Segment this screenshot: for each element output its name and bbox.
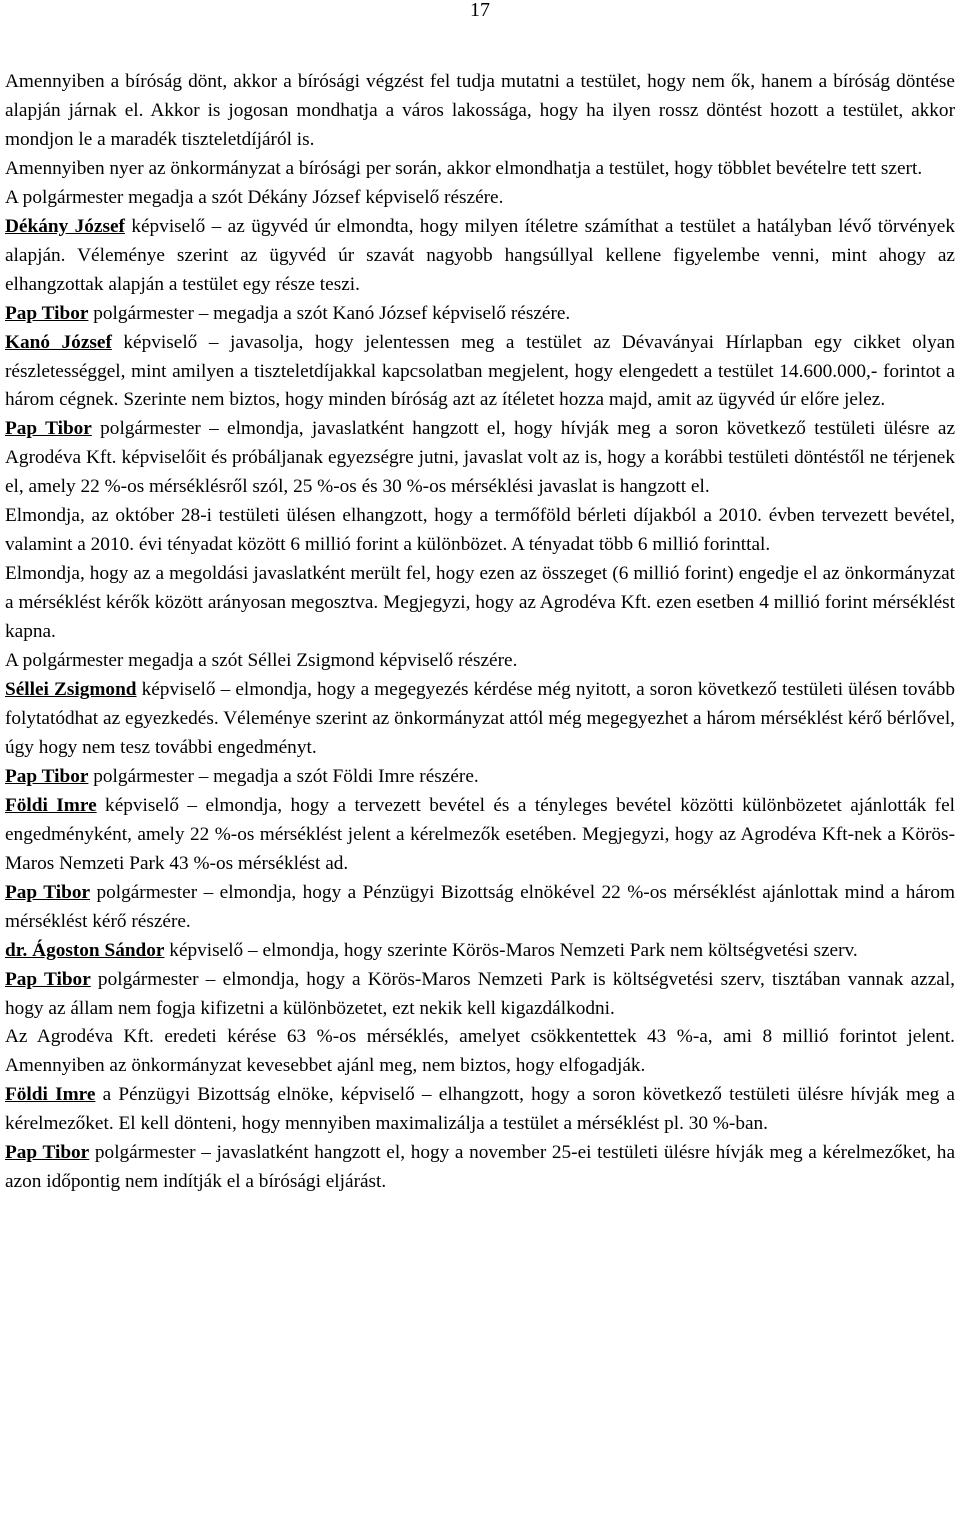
paragraph (5, 792, 955, 879)
paragraph (5, 879, 955, 937)
speaker-name: Pap Tibor (5, 968, 91, 990)
speaker-name: dr. Ágoston Sándor (5, 939, 165, 961)
paragraph (5, 300, 955, 329)
paragraph (5, 966, 955, 1024)
speaker-name: Séllei Zsigmond (5, 679, 137, 701)
paragraph-text: A polgármester megadja a szót Dékány József képviselő részére. (5, 186, 504, 208)
paragraph (5, 560, 955, 647)
paragraph-text: polgármester – elmondja, hogy a Pénzügyi Bizottság elnökével 22 %-os mérséklést ajánlottak mind a három mérséklést kérő részére. (5, 881, 955, 932)
paragraph-text: polgármester – megadja a szót Kanó József képviselő részére. (88, 302, 571, 324)
paragraph-text: polgármester – elmondja, javaslatként hangzott el, hogy hívják meg a soron következő testületi ülésre az Agrodéva Kft. képviselőit és próbáljanak egyezségre jutni, javaslat volt az is, hogy a korábbi testületi döntéstől ne térjenek el, amely 22 %-os mérséklésről szól, 25 %-os és 30 %-os mérséklési javaslat is hangzott el. (5, 418, 956, 498)
paragraph-text: Amennyiben nyer az önkormányzat a bírósági per során, akkor elmondhatja a testület, hogy többlet bevételre tett szert. (5, 157, 923, 179)
speaker-name: Kanó József (5, 331, 112, 353)
paragraph (5, 213, 955, 300)
speaker-name: Pap Tibor (5, 1142, 90, 1164)
paragraph-text: A polgármester megadja a szót Séllei Zsigmond képviselő részére. (5, 650, 518, 672)
paragraph-text: Elmondja, az október 28-i testületi ülésen elhangzott, hogy a termőföld bérleti díjakból a 2010. évben tervezett bevétel, valamint a 2010. évi tényadat között 6 millió forint a különbözet. A tényadat több 6 millió forinttal. (5, 505, 955, 556)
paragraph (5, 1081, 955, 1139)
paragraph (5, 155, 955, 184)
paragraph (5, 329, 955, 416)
paragraph (5, 763, 955, 792)
paragraph (5, 647, 955, 676)
speaker-name: Pap Tibor (5, 418, 92, 440)
document-body (5, 68, 955, 1197)
paragraph-text: képviselő – az ügyvéd úr elmondta, hogy milyen ítéletre számíthat a testület a hatályban lévő törvények alapján. Véleménye szerint az ügyvéd úr szavát nagyobb hangsúllyal kellene figyelembe venni, mint ahogy az elhangzottak alapján a testület egy része teszi. (5, 215, 955, 295)
paragraph (5, 937, 955, 966)
paragraph-text: polgármester – elmondja, hogy a Körös-Maros Nemzeti Park is költségvetési szerv, tisztában vannak azzal, hogy az állam nem fogja kifizetni a különbözetet, ezt nekik kell kigazdálkodni. (5, 968, 955, 1019)
paragraph-text: Amennyiben a bíróság dönt, akkor a bírósági végzést fel tudja mutatni a testület, hogy nem ők, hanem a bíróság döntése alapján járnak el. Akkor is jogosan mondhatja a város lakossága, hogy ha ilyen rossz döntést hozott a testület, akkor mondjon le a maradék tiszteletdíjáról is. (5, 71, 955, 150)
paragraph (5, 1139, 955, 1197)
page-number: 17 (470, 0, 490, 21)
paragraph-text: képviselő – elmondja, hogy a megegyezés kérdése még nyitott, a soron következő testületi ülésen tovább folytatódhat az egyezkedés. Véleménye szerint az önkormányzat attól még megegyezhet a három mérséklést kérő bérlővel, úgy hogy nem tesz további engedményt. (5, 679, 955, 758)
paragraph (5, 68, 955, 155)
paragraph (5, 184, 955, 213)
paragraph (5, 676, 955, 763)
speaker-name: Pap Tibor (5, 881, 91, 903)
paragraph-text: polgármester – javaslatként hangzott el, hogy a november 25-ei testületi ülésre hívják meg a kérelmezőket, ha azon időpontig nem indítják el a bírósági eljárást. (5, 1142, 956, 1193)
paragraph (5, 415, 955, 502)
speaker-name: Pap Tibor (5, 765, 89, 787)
speaker-name: Földi Imre (5, 794, 97, 816)
paragraph-text: a Pénzügyi Bizottság elnöke, képviselő – elhangzott, hogy a soron következő testületi ülésre hívják meg a kérelmezőket. El kell dönteni, hogy mennyiben maximalizálja a testület a mérséklést pl. 30 %-ban. (5, 1084, 955, 1135)
paragraph-text: polgármester – megadja a szót Földi Imre részére. (88, 765, 479, 787)
paragraph-text: képviselő – elmondja, hogy a tervezett bevétel és a tényleges bevétel közötti különbözetet ajánlották fel engedményként, amely 22 %-os mérséklést jelent a kérelmezők esetében. Megjegyzi, hogy az Agrodéva Kft-nek a Körös-Maros Nemzeti Park 43 %-os mérséklést ad. (5, 794, 955, 874)
paragraph-text: Elmondja, hogy az a megoldási javaslatként merült fel, hogy ezen az összeget (6 millió forint) engedje el az önkormányzat a mérséklést kérők között arányosan megosztva. Megjegyzi, hogy az Agrodéva Kft. ezen esetben 4 millió forint mérséklést kapna. (5, 563, 955, 643)
paragraph-text: képviselő – javasolja, hogy jelentessen meg a testület az Dévaványai Hírlapban egy cikket olyan részletességgel, mint amilyen a tiszteletdíjakkal kapcsolatban megjelent, hogy elengedett a testület 14.600.000,- forintot a három cégnek. Szerinte nem biztos, hogy minden bíróság azt az ítéletet hozza majd, amit az ügyvéd úr előre jelez. (5, 331, 955, 411)
paragraph (5, 502, 955, 560)
paragraph-text: képviselő – elmondja, hogy szerinte Körös-Maros Nemzeti Park nem költségvetési szerv. (164, 939, 858, 961)
paragraph-text: Az Agrodéva Kft. eredeti kérése 63 %-os mérséklés, amelyet csökkentettek 43 %-a, ami 8 millió forintot jelent. Amennyiben az önkormányzat kevesebbet ajánl meg, nem biztos, hogy elfogadják. (5, 1026, 955, 1077)
speaker-name: Földi Imre (5, 1084, 96, 1106)
speaker-name: Dékány József (5, 215, 125, 237)
paragraph (5, 1023, 955, 1081)
speaker-name: Pap Tibor (5, 302, 89, 324)
